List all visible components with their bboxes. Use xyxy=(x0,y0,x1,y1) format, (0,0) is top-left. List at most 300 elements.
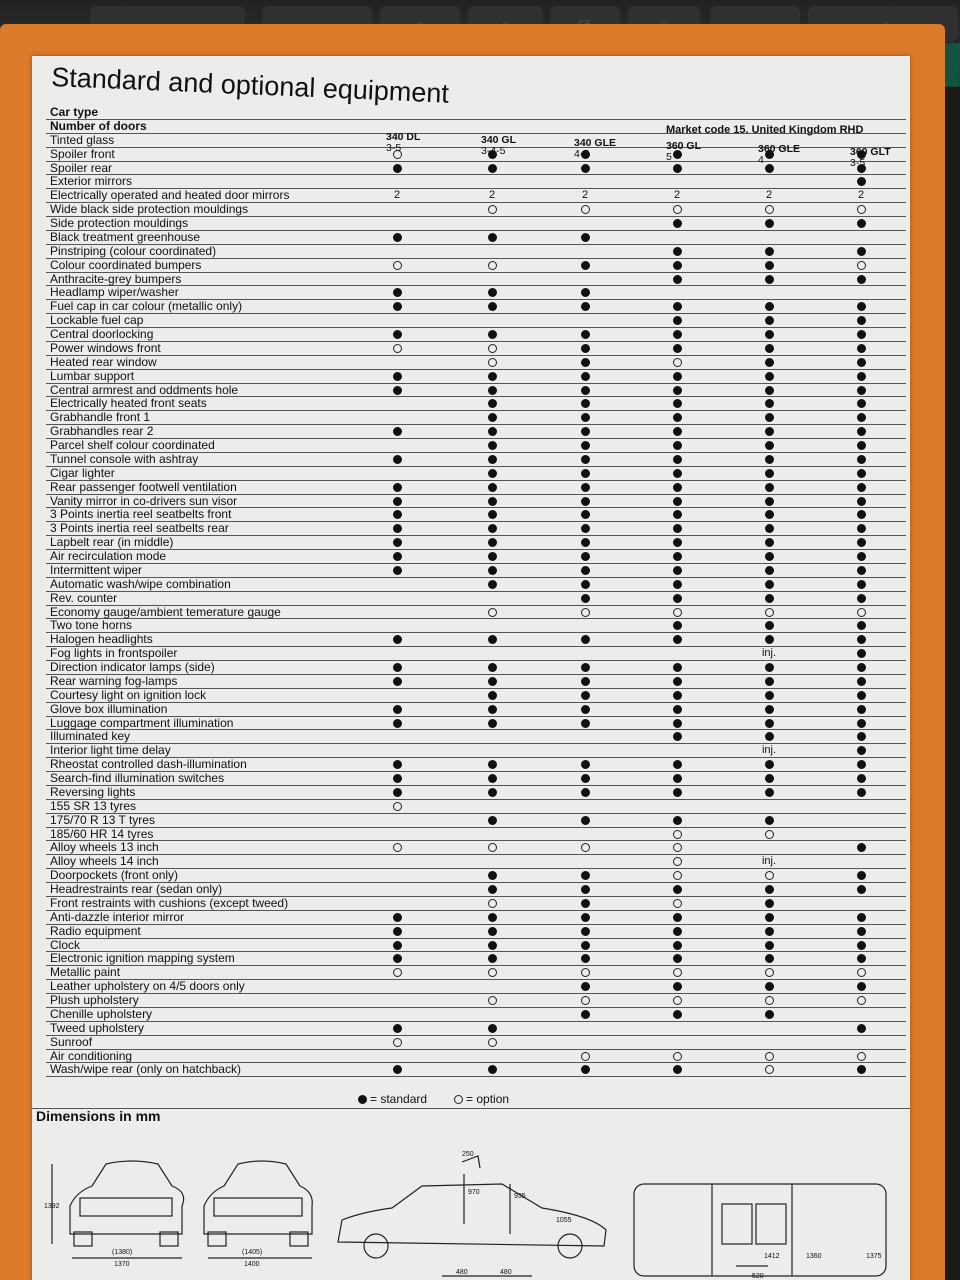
standard-dot-icon xyxy=(393,427,402,436)
standard-dot-icon xyxy=(758,259,780,272)
equipment-row xyxy=(46,717,906,731)
standard-dot-icon xyxy=(857,219,866,228)
equipment-row xyxy=(46,495,906,509)
standard-dot-icon xyxy=(850,425,872,438)
standard-dot-icon xyxy=(581,580,590,589)
standard-dot-icon xyxy=(488,552,497,561)
standard-dot-icon xyxy=(386,300,408,313)
standard-dot-icon xyxy=(481,869,503,882)
standard-dot-icon xyxy=(581,427,590,436)
equipment-row xyxy=(46,286,906,300)
standard-dot-icon xyxy=(857,663,866,672)
option-ring-icon xyxy=(857,205,866,214)
option-ring-icon xyxy=(574,606,596,619)
standard-dot-icon xyxy=(758,772,780,785)
standard-dot-icon xyxy=(857,483,866,492)
standard-dot-icon xyxy=(386,1022,408,1035)
standard-dot-icon xyxy=(574,439,596,452)
standard-dot-icon xyxy=(488,413,497,422)
standard-dot-icon xyxy=(574,952,596,965)
standard-dot-icon xyxy=(488,760,497,769)
standard-dot-icon xyxy=(850,273,872,286)
equipment-row xyxy=(46,189,906,203)
option-ring-icon xyxy=(857,261,866,270)
equipment-row xyxy=(46,800,906,814)
column-header xyxy=(666,141,701,163)
equipment-label: Side protection mouldings xyxy=(50,216,189,230)
standard-dot-icon xyxy=(850,925,872,938)
option-ring-icon xyxy=(393,802,402,811)
standard-dot-icon xyxy=(765,219,774,228)
standard-dot-icon xyxy=(481,717,503,730)
equipment-label: Spoiler rear xyxy=(50,160,113,175)
option-ring-icon xyxy=(850,606,872,619)
equipment-row xyxy=(46,508,906,522)
option-ring-icon xyxy=(393,344,402,353)
standard-dot-icon xyxy=(673,927,682,936)
standard-dot-icon xyxy=(393,635,402,644)
standard-dot-icon xyxy=(574,495,596,508)
standard-dot-icon xyxy=(581,483,590,492)
option-ring-icon xyxy=(393,1038,402,1047)
standard-dot-icon xyxy=(481,286,503,299)
standard-dot-icon xyxy=(758,342,780,355)
standard-dot-icon xyxy=(850,1063,872,1076)
option-ring-icon xyxy=(765,608,774,617)
standard-dot-icon xyxy=(393,372,402,381)
standard-dot-icon xyxy=(758,925,780,938)
equipment-table xyxy=(46,106,906,1077)
standard-dot-icon xyxy=(857,538,866,547)
standard-dot-icon xyxy=(673,954,682,963)
cell-note: 2 xyxy=(488,189,496,202)
option-ring-icon xyxy=(393,843,402,852)
standard-dot-icon xyxy=(673,774,682,783)
equipment-label: Radio equipment xyxy=(50,923,141,938)
standard-dot-icon xyxy=(758,703,780,716)
standard-dot-icon xyxy=(393,941,402,950)
standard-dot-icon xyxy=(765,455,774,464)
option-ring-icon xyxy=(581,608,590,617)
option-ring-icon xyxy=(857,996,866,1005)
standard-dot-icon xyxy=(673,372,682,381)
standard-dot-icon xyxy=(673,691,682,700)
standard-dot-icon xyxy=(393,552,402,561)
dimension-drawings xyxy=(32,1134,910,1280)
standard-dot-icon xyxy=(393,497,402,506)
standard-dot-icon xyxy=(488,705,497,714)
standard-dot-icon xyxy=(857,774,866,783)
standard-dot-icon xyxy=(481,703,503,716)
equipment-label: Air recirculation mode xyxy=(50,549,167,563)
standard-dot-icon xyxy=(765,594,774,603)
standard-dot-icon xyxy=(481,925,503,938)
option-ring-icon xyxy=(666,855,688,868)
number-of-doors-label: Number of doors xyxy=(50,118,147,133)
standard-dot-icon xyxy=(581,469,590,478)
standard-dot-icon xyxy=(488,580,497,589)
standard-dot-icon xyxy=(574,772,596,785)
standard-dot-icon xyxy=(850,522,872,535)
equipment-row xyxy=(46,370,906,384)
equipment-label: Search-find illumination switches xyxy=(50,771,225,785)
standard-dot-icon xyxy=(673,330,682,339)
dim-rear-legroom: 480 xyxy=(500,1269,512,1276)
standard-dot-icon xyxy=(393,1024,402,1033)
standard-dot-icon xyxy=(758,661,780,674)
dim-height: 1392 xyxy=(44,1203,60,1210)
standard-dot-icon xyxy=(581,358,590,367)
standard-dot-icon xyxy=(765,247,774,256)
standard-dot-icon xyxy=(758,578,780,591)
standard-dot-icon xyxy=(581,261,590,270)
equipment-label: 185/60 HR 14 tyres xyxy=(50,826,154,841)
standard-dot-icon xyxy=(857,1065,866,1074)
equipment-label: Lumbar support xyxy=(50,368,135,383)
cell-note: 2 xyxy=(765,189,773,202)
standard-dot-icon xyxy=(857,441,866,450)
standard-dot-icon xyxy=(666,939,688,952)
standard-dot-icon xyxy=(488,330,497,339)
standard-dot-icon xyxy=(666,397,688,410)
standard-dot-icon xyxy=(857,427,866,436)
standard-dot-icon xyxy=(850,661,872,674)
standard-dot-icon xyxy=(488,524,497,533)
standard-dot-icon xyxy=(481,814,503,827)
standard-dot-icon xyxy=(666,758,688,771)
option-ring-icon xyxy=(758,203,780,216)
standard-dot-icon xyxy=(666,703,688,716)
standard-dot-icon xyxy=(857,788,866,797)
standard-dot-icon xyxy=(488,164,497,173)
option-ring-icon xyxy=(673,1052,682,1061)
standard-dot-icon xyxy=(850,647,872,660)
standard-dot-icon xyxy=(574,481,596,494)
car-rear-view-drawing xyxy=(204,1161,312,1258)
standard-dot-icon xyxy=(850,633,872,646)
standard-dot-icon xyxy=(666,564,688,577)
standard-dot-icon xyxy=(358,1095,367,1104)
option-ring-icon xyxy=(488,996,497,1005)
standard-dot-icon xyxy=(574,231,596,244)
standard-dot-icon xyxy=(488,427,497,436)
standard-dot-icon xyxy=(857,386,866,395)
option-ring-icon xyxy=(857,968,866,977)
standard-dot-icon xyxy=(666,300,688,313)
standard-dot-icon xyxy=(666,592,688,605)
standard-dot-icon xyxy=(581,497,590,506)
standard-dot-icon xyxy=(850,245,872,258)
standard-dot-icon xyxy=(481,786,503,799)
equipment-row xyxy=(46,814,906,828)
standard-dot-icon xyxy=(765,316,774,325)
standard-dot-icon xyxy=(393,1065,402,1074)
legend-standard xyxy=(358,1092,427,1106)
standard-dot-icon xyxy=(850,550,872,563)
standard-dot-icon xyxy=(481,952,503,965)
standard-dot-icon xyxy=(765,413,774,422)
standard-dot-icon xyxy=(481,661,503,674)
option-ring-icon xyxy=(758,606,780,619)
standard-dot-icon xyxy=(581,719,590,728)
option-ring-icon xyxy=(386,966,408,979)
standard-dot-icon xyxy=(481,370,503,383)
standard-dot-icon xyxy=(850,939,872,952)
standard-dot-icon xyxy=(857,732,866,741)
standard-dot-icon xyxy=(574,259,596,272)
equipment-label: Illuminated key xyxy=(50,729,131,744)
column-model: 360 GLE xyxy=(758,143,801,155)
standard-dot-icon xyxy=(581,524,590,533)
standard-dot-icon xyxy=(765,275,774,284)
standard-dot-icon xyxy=(765,719,774,728)
standard-dot-icon xyxy=(574,633,596,646)
standard-dot-icon xyxy=(481,300,503,313)
standard-dot-icon xyxy=(758,564,780,577)
standard-dot-icon xyxy=(857,275,866,284)
equipment-row xyxy=(46,425,906,439)
equipment-label: 3 Points inertia reel seatbelts rear xyxy=(50,521,229,536)
equipment-label: Courtesy light on ignition lock xyxy=(50,687,207,702)
standard-dot-icon xyxy=(574,328,596,341)
standard-dot-icon xyxy=(857,649,866,658)
standard-dot-icon xyxy=(857,469,866,478)
equipment-label: Clock xyxy=(50,937,81,952)
standard-dot-icon xyxy=(765,566,774,575)
standard-dot-icon xyxy=(850,411,872,424)
header-row-doors xyxy=(46,120,906,134)
equipment-label: Reversing lights xyxy=(50,784,136,799)
equipment-label: Interior light time delay xyxy=(50,743,171,758)
standard-dot-icon xyxy=(850,619,872,632)
equipment-row xyxy=(46,203,906,217)
standard-dot-icon xyxy=(673,913,682,922)
standard-dot-icon xyxy=(581,233,590,242)
option-ring-icon xyxy=(758,1063,780,1076)
standard-dot-icon xyxy=(765,469,774,478)
standard-dot-icon xyxy=(488,469,497,478)
standard-dot-icon xyxy=(765,677,774,686)
dim-front-track-alt: (1380) xyxy=(112,1249,133,1256)
standard-dot-icon xyxy=(488,913,497,922)
standard-dot-icon xyxy=(488,455,497,464)
standard-dot-icon xyxy=(765,372,774,381)
equipment-row xyxy=(46,606,906,620)
equipment-label: Lockable fuel cap xyxy=(50,313,144,328)
dim-rear-headroom: 935 xyxy=(514,1193,526,1200)
standard-dot-icon xyxy=(488,566,497,575)
standard-dot-icon xyxy=(581,899,590,908)
standard-dot-icon xyxy=(673,261,682,270)
equipment-label: Chenille upholstery xyxy=(50,1006,153,1021)
standard-dot-icon xyxy=(666,772,688,785)
standard-dot-icon xyxy=(574,1008,596,1021)
standard-dot-icon xyxy=(758,522,780,535)
standard-dot-icon xyxy=(666,314,688,327)
equipment-label: Sunroof xyxy=(50,1034,93,1049)
standard-dot-icon xyxy=(386,508,408,521)
equipment-label: Rear passenger footwell ventilation xyxy=(50,479,237,494)
standard-dot-icon xyxy=(581,399,590,408)
standard-dot-icon xyxy=(765,691,774,700)
equipment-row xyxy=(46,744,906,758)
option-ring-icon xyxy=(758,828,780,841)
standard-dot-icon xyxy=(758,536,780,549)
standard-dot-icon xyxy=(581,594,590,603)
equipment-row xyxy=(46,342,906,356)
standard-dot-icon xyxy=(581,372,590,381)
standard-dot-icon xyxy=(758,675,780,688)
standard-dot-icon xyxy=(765,621,774,630)
dim-front-headroom: 970 xyxy=(468,1189,480,1196)
standard-dot-icon xyxy=(673,788,682,797)
equipment-row xyxy=(46,911,906,925)
standard-dot-icon xyxy=(765,885,774,894)
standard-dot-icon xyxy=(488,927,497,936)
standard-dot-icon xyxy=(857,247,866,256)
option-ring-icon xyxy=(758,966,780,979)
standard-dot-icon xyxy=(765,524,774,533)
option-ring-icon xyxy=(850,259,872,272)
standard-dot-icon xyxy=(386,384,408,397)
standard-dot-icon xyxy=(758,439,780,452)
option-ring-icon xyxy=(386,259,408,272)
dim-rear-track: 1400 xyxy=(244,1261,260,1268)
column-doors: 5 xyxy=(666,151,672,163)
standard-dot-icon xyxy=(481,481,503,494)
standard-dot-icon xyxy=(481,397,503,410)
option-ring-icon xyxy=(765,968,774,977)
standard-dot-icon xyxy=(488,372,497,381)
standard-dot-icon xyxy=(673,275,682,284)
standard-dot-icon xyxy=(758,911,780,924)
equipment-label: Lapbelt rear (in middle) xyxy=(50,535,174,550)
standard-dot-icon xyxy=(574,536,596,549)
standard-dot-icon xyxy=(857,566,866,575)
standard-dot-icon xyxy=(857,941,866,950)
equipment-label: Automatic wash/wipe combination xyxy=(50,576,231,591)
equipment-label: Cigar lighter xyxy=(50,465,115,480)
standard-dot-icon xyxy=(765,497,774,506)
equipment-row xyxy=(46,564,906,578)
option-ring-icon xyxy=(673,830,682,839)
option-ring-icon xyxy=(481,966,503,979)
standard-dot-icon xyxy=(581,705,590,714)
standard-dot-icon xyxy=(393,774,402,783)
legend-option-text: = option xyxy=(466,1092,510,1106)
equipment-row xyxy=(46,522,906,536)
column-model: 340 GL xyxy=(481,134,517,146)
standard-dot-icon xyxy=(581,288,590,297)
equipment-row xyxy=(46,758,906,772)
option-ring-icon xyxy=(850,203,872,216)
standard-dot-icon xyxy=(574,786,596,799)
standard-dot-icon xyxy=(857,580,866,589)
standard-dot-icon xyxy=(765,552,774,561)
equipment-label: Doorpockets (front only) xyxy=(50,868,179,883)
standard-dot-icon xyxy=(758,980,780,993)
standard-dot-icon xyxy=(393,510,402,519)
standard-dot-icon xyxy=(673,941,682,950)
equipment-row xyxy=(46,314,906,328)
standard-dot-icon xyxy=(758,356,780,369)
standard-dot-icon xyxy=(581,774,590,783)
standard-dot-icon xyxy=(574,758,596,771)
equipment-label: Tunnel console with ashtray xyxy=(50,451,199,466)
standard-dot-icon xyxy=(481,467,503,480)
standard-dot-icon xyxy=(386,286,408,299)
equipment-row xyxy=(46,952,906,966)
standard-dot-icon xyxy=(850,717,872,730)
standard-dot-icon xyxy=(857,705,866,714)
standard-dot-icon xyxy=(574,522,596,535)
equipment-row xyxy=(46,550,906,564)
equipment-label: Heated rear window xyxy=(50,354,157,369)
option-ring-icon xyxy=(765,1052,774,1061)
option-ring-icon xyxy=(673,205,682,214)
option-ring-icon xyxy=(581,843,590,852)
equipment-row xyxy=(46,467,906,481)
standard-dot-icon xyxy=(765,954,774,963)
standard-dot-icon xyxy=(857,497,866,506)
standard-dot-icon xyxy=(850,356,872,369)
equipment-row xyxy=(46,925,906,939)
standard-dot-icon xyxy=(857,982,866,991)
standard-dot-icon xyxy=(386,231,408,244)
car-side-view-drawing xyxy=(338,1156,606,1276)
standard-dot-icon xyxy=(581,941,590,950)
option-ring-icon xyxy=(666,606,688,619)
column-header xyxy=(574,138,616,160)
equipment-row xyxy=(46,1050,906,1064)
standard-dot-icon xyxy=(850,952,872,965)
standard-dot-icon xyxy=(758,245,780,258)
equipment-row xyxy=(46,730,906,744)
standard-dot-icon xyxy=(574,162,596,175)
equipment-row xyxy=(46,828,906,842)
standard-dot-icon xyxy=(758,495,780,508)
equipment-row xyxy=(46,661,906,675)
cell-note: 2 xyxy=(673,189,681,202)
standard-dot-icon xyxy=(481,758,503,771)
standard-dot-icon xyxy=(581,510,590,519)
column-doors: 3-5 xyxy=(850,157,866,169)
standard-dot-icon xyxy=(481,231,503,244)
standard-dot-icon xyxy=(857,344,866,353)
standard-dot-icon xyxy=(666,730,688,743)
standard-dot-icon xyxy=(481,939,503,952)
standard-dot-icon xyxy=(666,217,688,230)
standard-dot-icon xyxy=(666,425,688,438)
standard-dot-icon xyxy=(758,633,780,646)
cell-note: inj. xyxy=(761,744,777,757)
standard-dot-icon xyxy=(488,941,497,950)
standard-dot-icon xyxy=(758,467,780,480)
standard-dot-icon xyxy=(765,1010,774,1019)
equipment-label: Alloy wheels 14 inch xyxy=(50,854,159,869)
standard-dot-icon xyxy=(581,913,590,922)
equipment-row xyxy=(46,217,906,231)
standard-dot-icon xyxy=(857,316,866,325)
option-ring-icon xyxy=(765,871,774,880)
cell-note: 2 xyxy=(857,189,865,202)
option-ring-icon xyxy=(574,1050,596,1063)
standard-dot-icon xyxy=(488,677,497,686)
standard-dot-icon xyxy=(850,730,872,743)
standard-dot-icon xyxy=(673,469,682,478)
option-ring-icon xyxy=(574,841,596,854)
standard-dot-icon xyxy=(481,453,503,466)
